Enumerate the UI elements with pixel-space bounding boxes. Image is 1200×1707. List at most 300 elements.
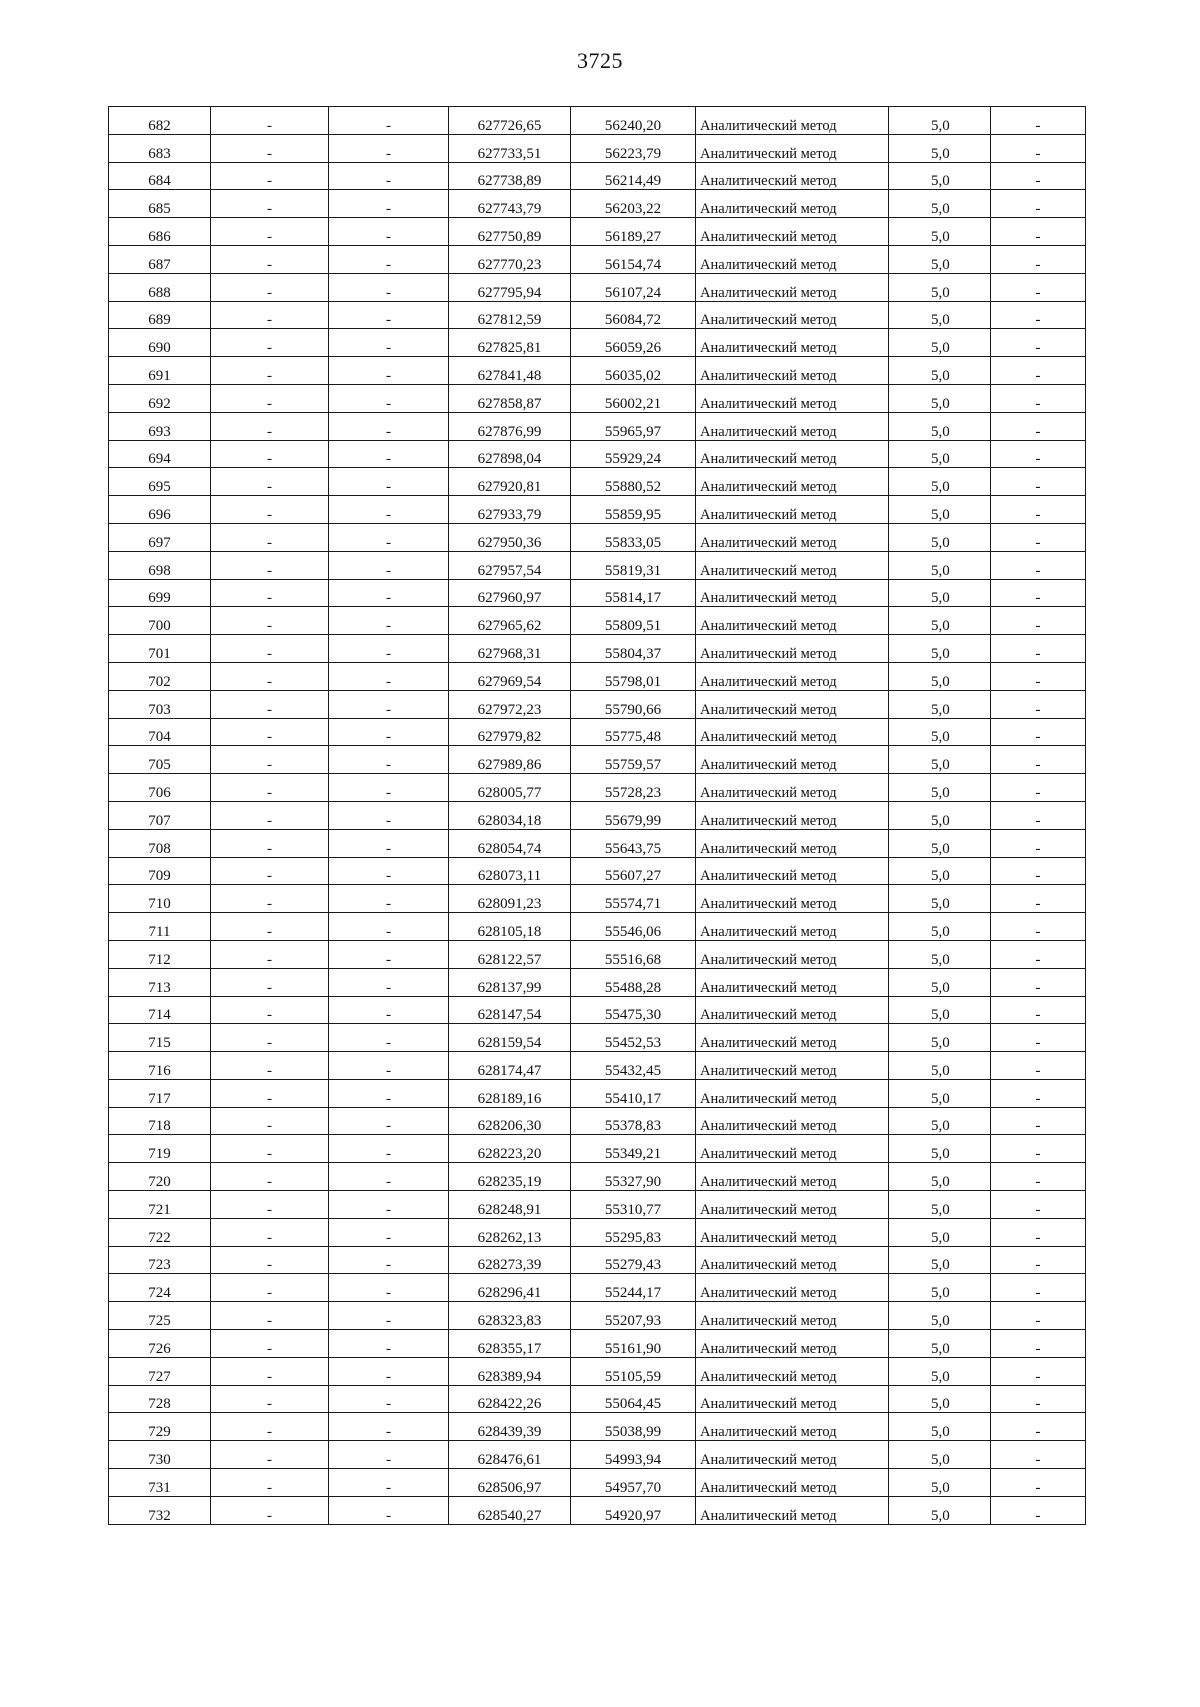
x-coordinate-cell: 627750,89 xyxy=(449,218,571,246)
accuracy-cell: 5,0 xyxy=(889,412,991,440)
accuracy-cell: 5,0 xyxy=(889,1330,991,1358)
empty-cell: - xyxy=(991,357,1086,385)
y-coordinate-cell: 55161,90 xyxy=(571,1330,696,1358)
x-coordinate-cell: 628073,11 xyxy=(449,857,571,885)
y-coordinate-cell: 55207,93 xyxy=(571,1302,696,1330)
point-number-cell: 729 xyxy=(109,1413,211,1441)
empty-cell: - xyxy=(991,273,1086,301)
empty-cell: - xyxy=(329,496,449,524)
empty-cell: - xyxy=(991,1191,1086,1219)
accuracy-cell: 5,0 xyxy=(889,774,991,802)
method-cell: Аналитический метод xyxy=(696,1107,889,1135)
y-coordinate-cell: 54920,97 xyxy=(571,1496,696,1524)
y-coordinate-cell: 56240,20 xyxy=(571,107,696,135)
table-row xyxy=(109,690,1086,718)
method-cell: Аналитический метод xyxy=(696,913,889,941)
empty-cell: - xyxy=(211,1385,329,1413)
empty-cell: - xyxy=(211,913,329,941)
empty-cell: - xyxy=(329,1302,449,1330)
empty-cell: - xyxy=(211,1302,329,1330)
empty-cell: - xyxy=(991,218,1086,246)
y-coordinate-cell: 55679,99 xyxy=(571,801,696,829)
y-coordinate-cell: 55880,52 xyxy=(571,468,696,496)
empty-cell: - xyxy=(329,1357,449,1385)
accuracy-cell: 5,0 xyxy=(889,607,991,635)
point-number-cell: 720 xyxy=(109,1163,211,1191)
empty-cell: - xyxy=(211,1052,329,1080)
table-row xyxy=(109,1163,1086,1191)
empty-cell: - xyxy=(329,523,449,551)
point-number-cell: 686 xyxy=(109,218,211,246)
point-number-cell: 689 xyxy=(109,301,211,329)
empty-cell: - xyxy=(329,829,449,857)
empty-cell: - xyxy=(329,440,449,468)
empty-cell: - xyxy=(211,218,329,246)
y-coordinate-cell: 55378,83 xyxy=(571,1107,696,1135)
table-row xyxy=(109,996,1086,1024)
point-number-cell: 694 xyxy=(109,440,211,468)
method-cell: Аналитический метод xyxy=(696,662,889,690)
y-coordinate-cell: 56223,79 xyxy=(571,134,696,162)
y-coordinate-cell: 55819,31 xyxy=(571,551,696,579)
y-coordinate-cell: 55859,95 xyxy=(571,496,696,524)
point-number-cell: 725 xyxy=(109,1302,211,1330)
accuracy-cell: 5,0 xyxy=(889,1107,991,1135)
y-coordinate-cell: 55574,71 xyxy=(571,885,696,913)
x-coordinate-cell: 628054,74 xyxy=(449,829,571,857)
y-coordinate-cell: 55475,30 xyxy=(571,996,696,1024)
table-row xyxy=(109,718,1086,746)
table-row xyxy=(109,801,1086,829)
empty-cell: - xyxy=(991,551,1086,579)
empty-cell: - xyxy=(991,885,1086,913)
point-number-cell: 710 xyxy=(109,885,211,913)
y-coordinate-cell: 55488,28 xyxy=(571,968,696,996)
table-row xyxy=(109,523,1086,551)
empty-cell: - xyxy=(329,107,449,135)
x-coordinate-cell: 627858,87 xyxy=(449,384,571,412)
accuracy-cell: 5,0 xyxy=(889,190,991,218)
x-coordinate-cell: 628389,94 xyxy=(449,1357,571,1385)
empty-cell: - xyxy=(329,1024,449,1052)
y-coordinate-cell: 54993,94 xyxy=(571,1441,696,1469)
empty-cell: - xyxy=(329,551,449,579)
y-coordinate-cell: 56154,74 xyxy=(571,245,696,273)
empty-cell: - xyxy=(991,1413,1086,1441)
accuracy-cell: 5,0 xyxy=(889,384,991,412)
x-coordinate-cell: 627965,62 xyxy=(449,607,571,635)
method-cell: Аналитический метод xyxy=(696,1330,889,1358)
method-cell: Аналитический метод xyxy=(696,218,889,246)
y-coordinate-cell: 55775,48 xyxy=(571,718,696,746)
method-cell: Аналитический метод xyxy=(696,1385,889,1413)
point-number-cell: 704 xyxy=(109,718,211,746)
method-cell: Аналитический метод xyxy=(696,273,889,301)
x-coordinate-cell: 627969,54 xyxy=(449,662,571,690)
accuracy-cell: 5,0 xyxy=(889,107,991,135)
method-cell: Аналитический метод xyxy=(696,1413,889,1441)
empty-cell: - xyxy=(211,301,329,329)
table-row xyxy=(109,1496,1086,1524)
method-cell: Аналитический метод xyxy=(696,190,889,218)
x-coordinate-cell: 628235,19 xyxy=(449,1163,571,1191)
x-coordinate-cell: 628439,39 xyxy=(449,1413,571,1441)
point-number-cell: 715 xyxy=(109,1024,211,1052)
empty-cell: - xyxy=(211,1274,329,1302)
accuracy-cell: 5,0 xyxy=(889,1135,991,1163)
accuracy-cell: 5,0 xyxy=(889,1441,991,1469)
empty-cell: - xyxy=(211,190,329,218)
method-cell: Аналитический метод xyxy=(696,134,889,162)
method-cell: Аналитический метод xyxy=(696,1163,889,1191)
x-coordinate-cell: 628273,39 xyxy=(449,1246,571,1274)
accuracy-cell: 5,0 xyxy=(889,496,991,524)
coordinates-table xyxy=(108,106,1086,1525)
accuracy-cell: 5,0 xyxy=(889,829,991,857)
table-row xyxy=(109,1413,1086,1441)
accuracy-cell: 5,0 xyxy=(889,913,991,941)
x-coordinate-cell: 627979,82 xyxy=(449,718,571,746)
empty-cell: - xyxy=(991,1496,1086,1524)
empty-cell: - xyxy=(329,329,449,357)
empty-cell: - xyxy=(329,134,449,162)
method-cell: Аналитический метод xyxy=(696,384,889,412)
empty-cell: - xyxy=(991,412,1086,440)
empty-cell: - xyxy=(991,746,1086,774)
empty-cell: - xyxy=(329,412,449,440)
empty-cell: - xyxy=(211,1357,329,1385)
empty-cell: - xyxy=(211,134,329,162)
empty-cell: - xyxy=(991,245,1086,273)
empty-cell: - xyxy=(329,1274,449,1302)
y-coordinate-cell: 55064,45 xyxy=(571,1385,696,1413)
method-cell: Аналитический метод xyxy=(696,1302,889,1330)
empty-cell: - xyxy=(329,718,449,746)
accuracy-cell: 5,0 xyxy=(889,1274,991,1302)
point-number-cell: 682 xyxy=(109,107,211,135)
method-cell: Аналитический метод xyxy=(696,801,889,829)
empty-cell: - xyxy=(211,273,329,301)
method-cell: Аналитический метод xyxy=(696,440,889,468)
y-coordinate-cell: 55798,01 xyxy=(571,662,696,690)
accuracy-cell: 5,0 xyxy=(889,329,991,357)
page-number: 3725 xyxy=(577,48,623,73)
x-coordinate-cell: 627876,99 xyxy=(449,412,571,440)
method-cell: Аналитический метод xyxy=(696,162,889,190)
empty-cell: - xyxy=(211,440,329,468)
empty-cell: - xyxy=(211,1163,329,1191)
empty-cell: - xyxy=(211,357,329,385)
empty-cell: - xyxy=(211,496,329,524)
table-row xyxy=(109,245,1086,273)
accuracy-cell: 5,0 xyxy=(889,134,991,162)
method-cell: Аналитический метод xyxy=(696,523,889,551)
empty-cell: - xyxy=(211,774,329,802)
method-cell: Аналитический метод xyxy=(696,940,889,968)
table-row xyxy=(109,1107,1086,1135)
empty-cell: - xyxy=(211,1441,329,1469)
point-number-cell: 707 xyxy=(109,801,211,829)
x-coordinate-cell: 628223,20 xyxy=(449,1135,571,1163)
table-row xyxy=(109,107,1086,135)
empty-cell: - xyxy=(991,968,1086,996)
table-row xyxy=(109,301,1086,329)
table-row xyxy=(109,635,1086,663)
empty-cell: - xyxy=(991,774,1086,802)
accuracy-cell: 5,0 xyxy=(889,440,991,468)
accuracy-cell: 5,0 xyxy=(889,996,991,1024)
empty-cell: - xyxy=(991,940,1086,968)
x-coordinate-cell: 628323,83 xyxy=(449,1302,571,1330)
table-row xyxy=(109,913,1086,941)
method-cell: Аналитический метод xyxy=(696,551,889,579)
method-cell: Аналитический метод xyxy=(696,329,889,357)
empty-cell: - xyxy=(211,996,329,1024)
empty-cell: - xyxy=(211,329,329,357)
accuracy-cell: 5,0 xyxy=(889,579,991,607)
table-row xyxy=(109,1218,1086,1246)
x-coordinate-cell: 628137,99 xyxy=(449,968,571,996)
accuracy-cell: 5,0 xyxy=(889,218,991,246)
empty-cell: - xyxy=(991,1163,1086,1191)
empty-cell: - xyxy=(329,1191,449,1219)
empty-cell: - xyxy=(991,1469,1086,1497)
empty-cell: - xyxy=(211,162,329,190)
x-coordinate-cell: 627957,54 xyxy=(449,551,571,579)
y-coordinate-cell: 55965,97 xyxy=(571,412,696,440)
method-cell: Аналитический метод xyxy=(696,607,889,635)
point-number-cell: 718 xyxy=(109,1107,211,1135)
x-coordinate-cell: 628005,77 xyxy=(449,774,571,802)
x-coordinate-cell: 628122,57 xyxy=(449,940,571,968)
point-number-cell: 697 xyxy=(109,523,211,551)
table-row xyxy=(109,662,1086,690)
x-coordinate-cell: 628296,41 xyxy=(449,1274,571,1302)
empty-cell: - xyxy=(329,468,449,496)
y-coordinate-cell: 55814,17 xyxy=(571,579,696,607)
point-number-cell: 730 xyxy=(109,1441,211,1469)
empty-cell: - xyxy=(991,1024,1086,1052)
accuracy-cell: 5,0 xyxy=(889,301,991,329)
accuracy-cell: 5,0 xyxy=(889,1413,991,1441)
table-row xyxy=(109,1274,1086,1302)
x-coordinate-cell: 627920,81 xyxy=(449,468,571,496)
method-cell: Аналитический метод xyxy=(696,1357,889,1385)
table-row xyxy=(109,1441,1086,1469)
empty-cell: - xyxy=(211,107,329,135)
empty-cell: - xyxy=(329,913,449,941)
point-number-cell: 687 xyxy=(109,245,211,273)
empty-cell: - xyxy=(329,996,449,1024)
y-coordinate-cell: 55643,75 xyxy=(571,829,696,857)
empty-cell: - xyxy=(991,1052,1086,1080)
empty-cell: - xyxy=(991,134,1086,162)
method-cell: Аналитический метод xyxy=(696,996,889,1024)
accuracy-cell: 5,0 xyxy=(889,1218,991,1246)
y-coordinate-cell: 56084,72 xyxy=(571,301,696,329)
table-row xyxy=(109,1191,1086,1219)
table-row xyxy=(109,496,1086,524)
table-row xyxy=(109,1357,1086,1385)
empty-cell: - xyxy=(991,607,1086,635)
point-number-cell: 705 xyxy=(109,746,211,774)
empty-cell: - xyxy=(991,1302,1086,1330)
empty-cell: - xyxy=(211,801,329,829)
table-row xyxy=(109,1024,1086,1052)
accuracy-cell: 5,0 xyxy=(889,551,991,579)
empty-cell: - xyxy=(991,440,1086,468)
method-cell: Аналитический метод xyxy=(696,245,889,273)
method-cell: Аналитический метод xyxy=(696,107,889,135)
table-row xyxy=(109,384,1086,412)
point-number-cell: 696 xyxy=(109,496,211,524)
empty-cell: - xyxy=(329,190,449,218)
method-cell: Аналитический метод xyxy=(696,496,889,524)
x-coordinate-cell: 628159,54 xyxy=(449,1024,571,1052)
empty-cell: - xyxy=(329,273,449,301)
y-coordinate-cell: 55804,37 xyxy=(571,635,696,663)
y-coordinate-cell: 56059,26 xyxy=(571,329,696,357)
table-row xyxy=(109,190,1086,218)
point-number-cell: 685 xyxy=(109,190,211,218)
empty-cell: - xyxy=(211,1413,329,1441)
x-coordinate-cell: 627825,81 xyxy=(449,329,571,357)
method-cell: Аналитический метод xyxy=(696,1079,889,1107)
method-cell: Аналитический метод xyxy=(696,412,889,440)
accuracy-cell: 5,0 xyxy=(889,718,991,746)
y-coordinate-cell: 55349,21 xyxy=(571,1135,696,1163)
y-coordinate-cell: 56203,22 xyxy=(571,190,696,218)
table-row xyxy=(109,551,1086,579)
empty-cell: - xyxy=(211,635,329,663)
table-row xyxy=(109,968,1086,996)
empty-cell: - xyxy=(329,1246,449,1274)
method-cell: Аналитический метод xyxy=(696,1052,889,1080)
y-coordinate-cell: 56035,02 xyxy=(571,357,696,385)
x-coordinate-cell: 627933,79 xyxy=(449,496,571,524)
empty-cell: - xyxy=(329,579,449,607)
y-coordinate-cell: 55809,51 xyxy=(571,607,696,635)
empty-cell: - xyxy=(211,885,329,913)
y-coordinate-cell: 55546,06 xyxy=(571,913,696,941)
point-number-cell: 684 xyxy=(109,162,211,190)
accuracy-cell: 5,0 xyxy=(889,940,991,968)
method-cell: Аналитический метод xyxy=(696,857,889,885)
point-number-cell: 701 xyxy=(109,635,211,663)
point-number-cell: 726 xyxy=(109,1330,211,1358)
empty-cell: - xyxy=(991,857,1086,885)
empty-cell: - xyxy=(329,245,449,273)
x-coordinate-cell: 628476,61 xyxy=(449,1441,571,1469)
x-coordinate-cell: 628422,26 xyxy=(449,1385,571,1413)
method-cell: Аналитический метод xyxy=(696,690,889,718)
y-coordinate-cell: 55244,17 xyxy=(571,1274,696,1302)
table-row xyxy=(109,940,1086,968)
accuracy-cell: 5,0 xyxy=(889,162,991,190)
empty-cell: - xyxy=(211,384,329,412)
empty-cell: - xyxy=(991,829,1086,857)
y-coordinate-cell: 55728,23 xyxy=(571,774,696,802)
accuracy-cell: 5,0 xyxy=(889,1469,991,1497)
y-coordinate-cell: 55105,59 xyxy=(571,1357,696,1385)
x-coordinate-cell: 628091,23 xyxy=(449,885,571,913)
table-body xyxy=(109,107,1086,1525)
empty-cell: - xyxy=(991,690,1086,718)
empty-cell: - xyxy=(211,1079,329,1107)
y-coordinate-cell: 55516,68 xyxy=(571,940,696,968)
y-coordinate-cell: 54957,70 xyxy=(571,1469,696,1497)
point-number-cell: 712 xyxy=(109,940,211,968)
empty-cell: - xyxy=(991,190,1086,218)
x-coordinate-cell: 627733,51 xyxy=(449,134,571,162)
table-row xyxy=(109,857,1086,885)
method-cell: Аналитический метод xyxy=(696,829,889,857)
empty-cell: - xyxy=(329,218,449,246)
empty-cell: - xyxy=(991,162,1086,190)
point-number-cell: 688 xyxy=(109,273,211,301)
method-cell: Аналитический метод xyxy=(696,635,889,663)
method-cell: Аналитический метод xyxy=(696,885,889,913)
empty-cell: - xyxy=(211,412,329,440)
empty-cell: - xyxy=(211,829,329,857)
accuracy-cell: 5,0 xyxy=(889,245,991,273)
x-coordinate-cell: 627795,94 xyxy=(449,273,571,301)
point-number-cell: 727 xyxy=(109,1357,211,1385)
empty-cell: - xyxy=(329,301,449,329)
empty-cell: - xyxy=(991,523,1086,551)
empty-cell: - xyxy=(329,1135,449,1163)
table-row xyxy=(109,468,1086,496)
point-number-cell: 690 xyxy=(109,329,211,357)
y-coordinate-cell: 55452,53 xyxy=(571,1024,696,1052)
empty-cell: - xyxy=(991,1441,1086,1469)
table-row xyxy=(109,607,1086,635)
empty-cell: - xyxy=(211,1135,329,1163)
empty-cell: - xyxy=(991,468,1086,496)
table-row xyxy=(109,1385,1086,1413)
point-number-cell: 702 xyxy=(109,662,211,690)
point-number-cell: 728 xyxy=(109,1385,211,1413)
table-row xyxy=(109,774,1086,802)
empty-cell: - xyxy=(991,1330,1086,1358)
empty-cell: - xyxy=(991,662,1086,690)
table-row xyxy=(109,746,1086,774)
empty-cell: - xyxy=(329,607,449,635)
y-coordinate-cell: 55929,24 xyxy=(571,440,696,468)
accuracy-cell: 5,0 xyxy=(889,1302,991,1330)
point-number-cell: 683 xyxy=(109,134,211,162)
x-coordinate-cell: 628355,17 xyxy=(449,1330,571,1358)
empty-cell: - xyxy=(211,857,329,885)
empty-cell: - xyxy=(329,1496,449,1524)
method-cell: Аналитический метод xyxy=(696,1191,889,1219)
x-coordinate-cell: 627841,48 xyxy=(449,357,571,385)
empty-cell: - xyxy=(991,718,1086,746)
point-number-cell: 692 xyxy=(109,384,211,412)
method-cell: Аналитический метод xyxy=(696,774,889,802)
accuracy-cell: 5,0 xyxy=(889,857,991,885)
accuracy-cell: 5,0 xyxy=(889,1385,991,1413)
accuracy-cell: 5,0 xyxy=(889,1079,991,1107)
accuracy-cell: 5,0 xyxy=(889,1163,991,1191)
y-coordinate-cell: 55833,05 xyxy=(571,523,696,551)
accuracy-cell: 5,0 xyxy=(889,1191,991,1219)
table-row xyxy=(109,1052,1086,1080)
x-coordinate-cell: 627989,86 xyxy=(449,746,571,774)
empty-cell: - xyxy=(991,1107,1086,1135)
empty-cell: - xyxy=(991,1274,1086,1302)
table-row xyxy=(109,1135,1086,1163)
